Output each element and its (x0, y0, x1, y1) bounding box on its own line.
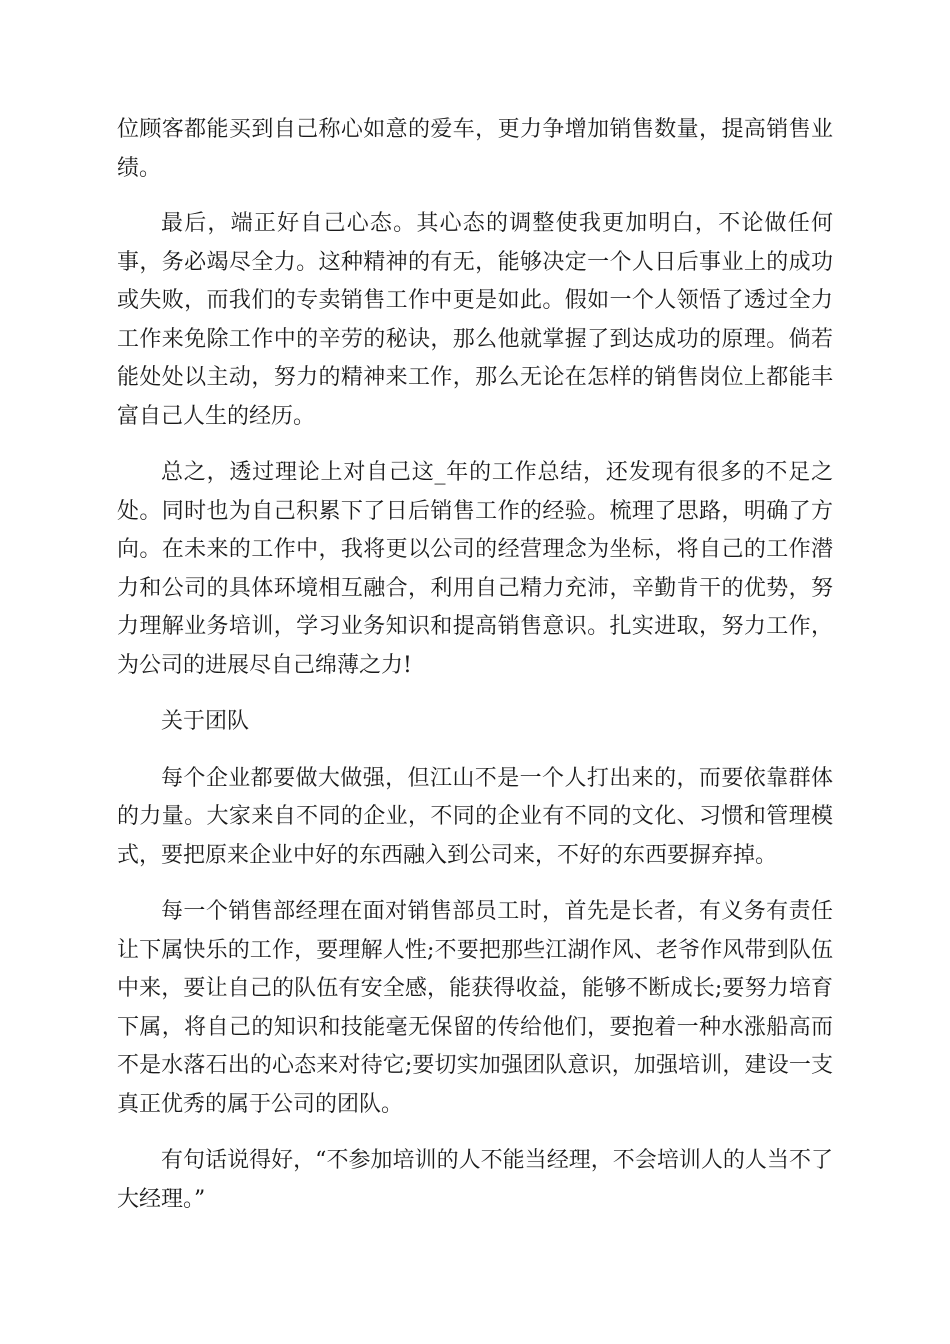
paragraph-mindset: 最后，端正好自己心态。其心态的调整使我更加明白，不论做任何事，务必竭尽全力。这种精神的有无，能够决定一个人日后事业上的成功或失败，而我们的专卖销售工作中更是如此。假如一个人领悟了透过全力工作来免除工作中的辛劳的秘诀，那么他就掌握了到达成功的原理。倘若能处处以主动，努力的精神来工作，那么无论在怎样的销售岗位上都能丰富自己人生的经历。 (117, 211, 833, 429)
paragraph-continuation: 位顾客都能买到自己称心如意的爱车，更力争增加销售数量，提高销售业绩。 (117, 117, 833, 181)
document-page (117, 111, 833, 1219)
paragraph-manager-duty: 每一个销售部经理在面对销售部员工时，首先是长者，有义务有责任让下属快乐的工作，要理解人性;不要把那些江湖作风、老爷作风带到队伍中来，要让自己的队伍有安全感，能获得收益，能够不断成长;要努力培育下属，将自己的知识和技能毫无保留的传给他们，要抱着一种水涨船高而不是水落石出的心态来对待它;要切实加强团队意识，加强培训，建设一支真正优秀的属于公司的团队。 (117, 899, 833, 1117)
section-heading-team: 关于团队 (161, 709, 250, 734)
paragraph-team-strength: 每个企业都要做大做强，但江山不是一个人打出来的，而要依靠群体的力量。大家来自不同的企业，不同的企业有不同的文化、习惯和管理模式，要把原来企业中好的东西融入到公司来，不好的东西要摒弃掉。 (117, 765, 833, 868)
paragraph-training-quote: 有句话说得好，“不参加培训的人不能当经理，不会培训人的人当不了大经理。” (117, 1148, 833, 1212)
paragraph-summary: 总之，透过理论上对自己这_年的工作总结，还发现有很多的不足之处。同时也为自己积累下了日后销售工作的经验。梳理了思路，明确了方向。在未来的工作中，我将更以公司的经营理念为坐标，将自己的工作潜力和公司的具体环境相互融合，利用自己精力充沛，辛勤肯干的优势，努力理解业务培训，学习业务知识和提高销售意识。扎实进取，努力工作，为公司的进展尽自己绵薄之力! (117, 460, 833, 678)
